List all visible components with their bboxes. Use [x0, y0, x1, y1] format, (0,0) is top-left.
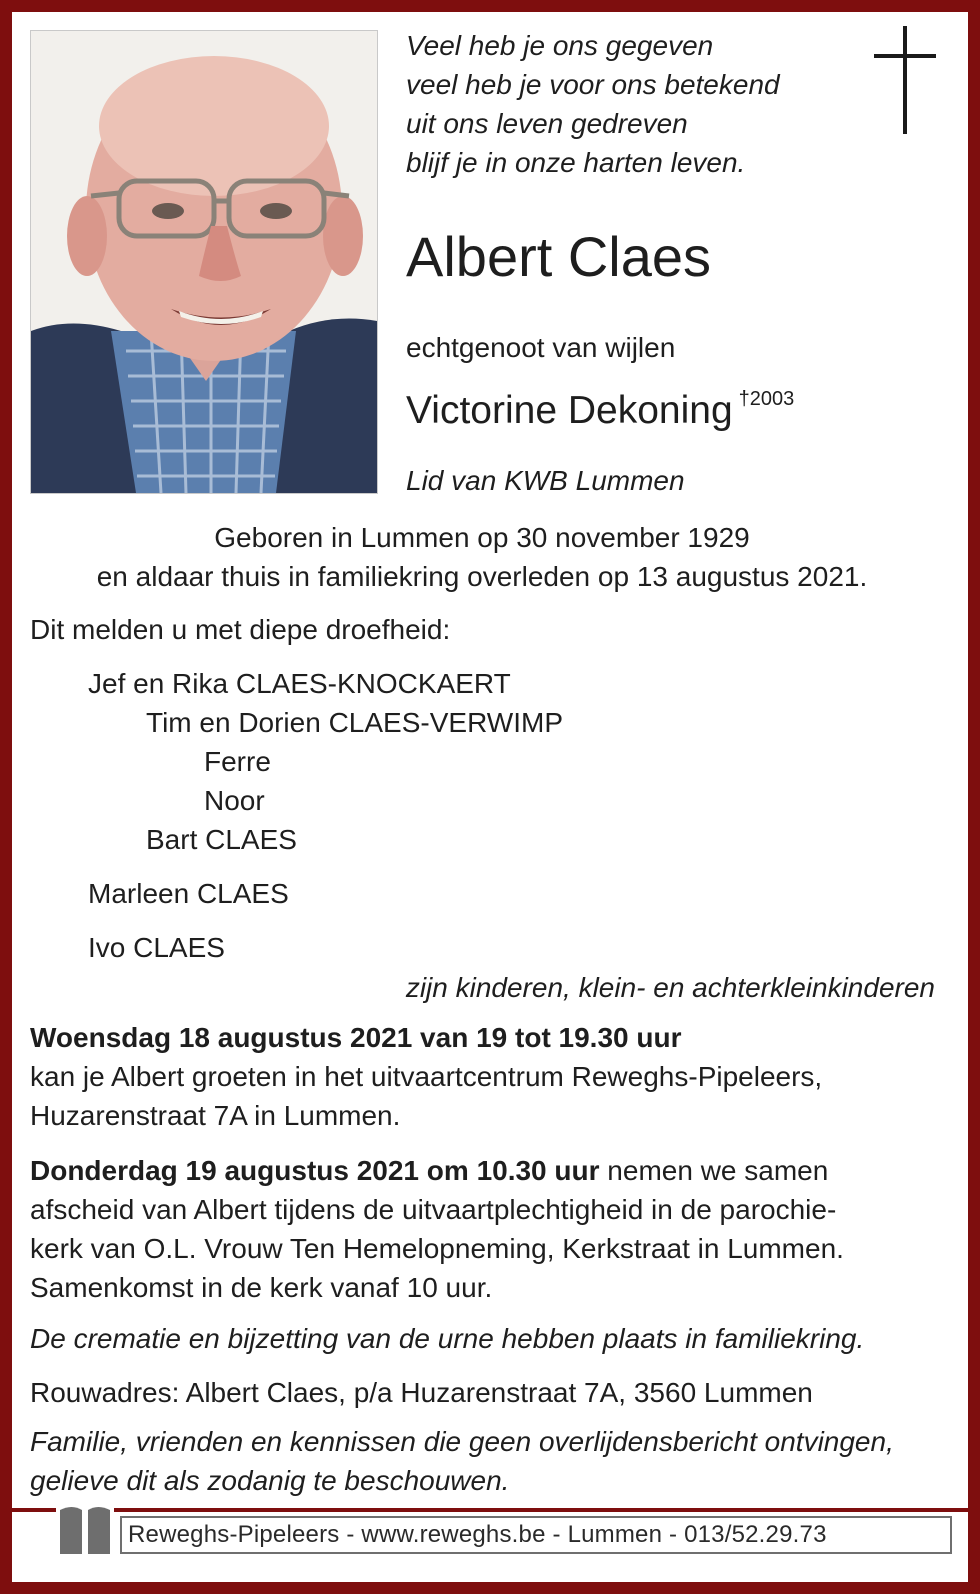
memorial-poem	[406, 26, 780, 182]
funeral-line: afscheid van Albert tijdens de uitvaartplechtigheid in de parochie-	[30, 1194, 837, 1225]
funeral-info	[30, 1151, 940, 1307]
spouse-intro: echtgenoot van wijlen	[406, 332, 676, 363]
family-member: Tim en Dorien CLAES-VERWIMP	[146, 707, 563, 738]
notice-line: gelieve dit als zodanig te beschouwen.	[30, 1465, 510, 1496]
family-member: Ivo CLAES	[88, 932, 225, 963]
notice-line: Familie, vrienden en kennissen die geen overlijdensbericht ontvingen,	[30, 1426, 894, 1457]
funeral-line: kerk van O.L. Vrouw Ten Hemelopneming, Kerkstraat in Lummen.	[30, 1233, 844, 1264]
visitation-info	[30, 1018, 940, 1135]
membership: Lid van KWB Lummen	[406, 465, 685, 496]
family-member: Bart CLAES	[146, 824, 297, 855]
funeral-home-contact: Reweghs-Pipeleers - www.reweghs.be - Lummen - 013/52.29.73	[128, 1521, 827, 1548]
spouse-name: Victorine Dekoning	[406, 389, 733, 432]
funeral-line: nemen we samen	[599, 1155, 829, 1186]
funeral-line: Samenkomst in de kerk vanaf 10 uur.	[30, 1272, 493, 1303]
spouse-death-year: †2003	[738, 388, 795, 410]
deceased-name: Albert Claes	[406, 225, 712, 288]
funeral-date: Donderdag 19 augustus 2021 om 10.30 uur	[30, 1155, 600, 1186]
family-member: Noor	[204, 785, 265, 816]
announcement: Dit melden u met diepe droefheid:	[30, 614, 451, 645]
footer-divider	[12, 1508, 968, 1512]
death-line: en aldaar thuis in familiekring overleden op 13 augustus 2021.	[96, 561, 868, 592]
notice-note	[30, 1422, 940, 1500]
visitation-line: Huzarenstraat 7A in Lummen.	[30, 1100, 401, 1131]
family-member: Marleen CLAES	[88, 878, 289, 909]
mourning-address: Rouwadres: Albert Claes, p/a Huzarenstraat 7A, 3560 Lummen	[30, 1377, 813, 1408]
cross-icon	[874, 26, 936, 134]
poem-line: Veel heb je ons gegeven	[406, 30, 714, 61]
portrait-illustration	[31, 31, 377, 493]
birth-death-info	[0, 518, 964, 596]
family-member: Jef en Rika CLAES-KNOCKAERT	[88, 668, 511, 699]
poem-line: veel heb je voor ons betekend	[406, 69, 780, 100]
portrait-photo	[30, 30, 378, 494]
spouse-name-line	[406, 376, 794, 434]
visitation-date: Woensdag 18 augustus 2021 van 19 tot 19.30 uur	[30, 1022, 682, 1053]
birth-line: Geboren in Lummen op 30 november 1929	[214, 522, 750, 553]
cremation-note: De crematie en bijzetting van de urne hebben plaats in familiekring.	[30, 1323, 865, 1354]
funeral-home-footer	[120, 1516, 952, 1554]
funeral-home-logo-icon	[56, 1502, 114, 1554]
visitation-line: kan je Albert groeten in het uitvaartcentrum Reweghs-Pipeleers,	[30, 1061, 823, 1092]
family-member: Ferre	[204, 746, 271, 777]
relation-note: zijn kinderen, klein- en achterkleinkinderen	[405, 972, 935, 1003]
poem-line: uit ons leven gedreven	[406, 108, 688, 139]
poem-line: blijf je in onze harten leven.	[406, 147, 746, 178]
